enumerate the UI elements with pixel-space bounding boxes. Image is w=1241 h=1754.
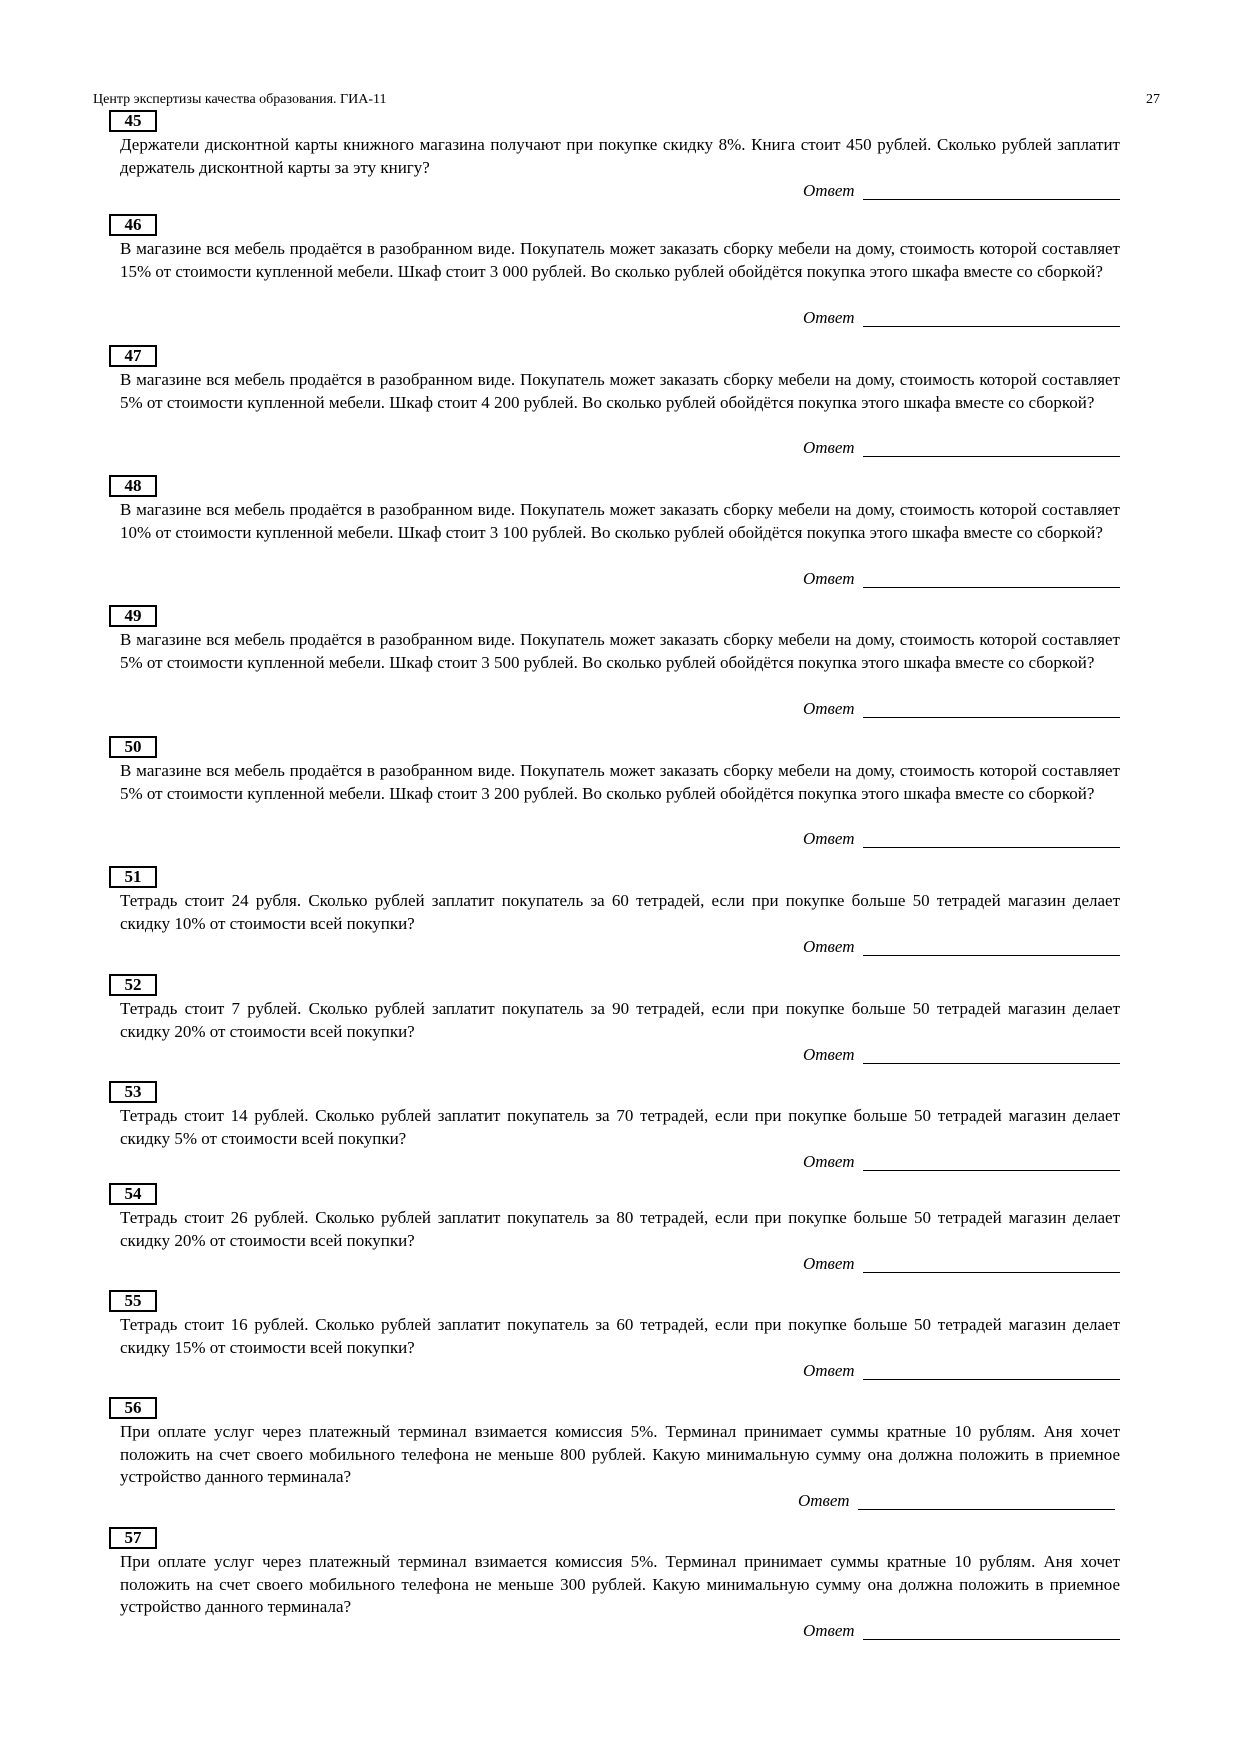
answer-label: Ответ [803, 1621, 855, 1640]
answer-field[interactable] [803, 180, 1120, 202]
task-text: В магазине вся мебель продаётся в разобранном виде. Покупатель может заказать сборку мебели на дому, стоимость которой составляет 15% от стоимости купленной мебели. Шкаф стоит 3 000 рублей. Во сколько рублей обойдётся покупка этого шкафа вместе со сборкой? [120, 239, 1120, 281]
answer-label: Ответ [803, 308, 855, 327]
answer-line [863, 326, 1120, 327]
task-number: 57 [109, 1527, 157, 1549]
answer-line [863, 199, 1120, 200]
answer-label: Ответ [803, 1254, 855, 1273]
task-number: 46 [109, 214, 157, 236]
task-text: Тетрадь стоит 7 рублей. Сколько рублей заплатит покупатель за 90 тетрадей, если при покупке больше 50 тетрадей магазин делает скидку 20% от стоимости всей покупки? [120, 999, 1120, 1041]
task-text: При оплате услуг через платежный терминал взимается комиссия 5%. Терминал принимает суммы кратные 10 рублям. Аня хочет положить на счет своего мобильного телефона не меньше 800 рублей. Какую минимальную сумму она должна положить в приемное устройство данного терминала? [120, 1422, 1120, 1486]
task-number: 45 [109, 110, 157, 132]
answer-label: Ответ [803, 1152, 855, 1171]
header-title: Центр экспертизы качества образования. ГИА-11 [93, 92, 387, 107]
task-text: При оплате услуг через платежный терминал взимается комиссия 5%. Терминал принимает суммы кратные 10 рублям. Аня хочет положить на счет своего мобильного телефона не меньше 300 рублей. Какую минимальную сумму она должна положить в приемное устройство данного терминала? [120, 1552, 1120, 1616]
task-number: 55 [109, 1290, 157, 1312]
page-number: 27 [1146, 92, 1160, 107]
answer-label: Ответ [803, 181, 855, 200]
task-text: Тетрадь стоит 14 рублей. Сколько рублей заплатит покупатель за 70 тетрадей, если при покупке больше 50 тетрадей магазин делает скидку 5% от стоимости всей покупки? [120, 1106, 1120, 1148]
answer-line [863, 1170, 1120, 1171]
answer-field[interactable] [803, 828, 1120, 850]
answer-line [858, 1509, 1115, 1510]
task-text: Тетрадь стоит 26 рублей. Сколько рублей заплатит покупатель за 80 тетрадей, если при покупке больше 50 тетрадей магазин делает скидку 20% от стоимости всей покупки? [120, 1208, 1120, 1250]
answer-field[interactable] [803, 1253, 1120, 1275]
answer-field[interactable] [803, 936, 1120, 958]
task-text: Тетрадь стоит 24 рубля. Сколько рублей заплатит покупатель за 60 тетрадей, если при покупке больше 50 тетрадей магазин делает скидку 10% от стоимости всей покупки? [120, 891, 1120, 933]
answer-label: Ответ [798, 1491, 850, 1510]
answer-label: Ответ [803, 699, 855, 718]
answer-label: Ответ [803, 937, 855, 956]
answer-field[interactable] [803, 437, 1120, 459]
answer-line [863, 955, 1120, 956]
answer-field[interactable] [803, 1044, 1120, 1066]
answer-label: Ответ [803, 438, 855, 457]
task-text: Тетрадь стоит 16 рублей. Сколько рублей заплатит покупатель за 60 тетрадей, если при покупке больше 50 тетрадей магазин делает скидку 15% от стоимости всей покупки? [120, 1315, 1120, 1357]
answer-line [863, 1272, 1120, 1273]
task-text: В магазине вся мебель продаётся в разобранном виде. Покупатель может заказать сборку мебели на дому, стоимость которой составляет 5% от стоимости купленной мебели. Шкаф стоит 4 200 рублей. Во сколько рублей обойдётся покупка этого шкафа вместе со сборкой? [120, 370, 1120, 412]
answer-field[interactable] [803, 1151, 1120, 1173]
task-number: 54 [109, 1183, 157, 1205]
answer-field[interactable] [803, 1620, 1120, 1642]
answer-line [863, 1639, 1120, 1640]
task-number: 56 [109, 1397, 157, 1419]
task-number: 48 [109, 475, 157, 497]
answer-line [863, 1063, 1120, 1064]
answer-label: Ответ [803, 569, 855, 588]
task-number: 49 [109, 605, 157, 627]
answer-field[interactable] [803, 1360, 1120, 1382]
answer-line [863, 1379, 1120, 1380]
answer-line [863, 717, 1120, 718]
page-header [93, 90, 1160, 110]
task-number: 50 [109, 736, 157, 758]
task-number: 53 [109, 1081, 157, 1103]
answer-field[interactable] [803, 568, 1120, 590]
task-number: 51 [109, 866, 157, 888]
answer-label: Ответ [803, 829, 855, 848]
task-number: 52 [109, 974, 157, 996]
task-text: В магазине вся мебель продаётся в разобранном виде. Покупатель может заказать сборку мебели на дому, стоимость которой составляет 5% от стоимости купленной мебели. Шкаф стоит 3 500 рублей. Во сколько рублей обойдётся покупка этого шкафа вместе со сборкой? [120, 630, 1120, 672]
answer-label: Ответ [803, 1361, 855, 1380]
task-number: 47 [109, 345, 157, 367]
answer-field[interactable] [803, 698, 1120, 720]
answer-field[interactable] [798, 1490, 1115, 1512]
answer-line [863, 456, 1120, 457]
task-text: В магазине вся мебель продаётся в разобранном виде. Покупатель может заказать сборку мебели на дому, стоимость которой составляет 5% от стоимости купленной мебели. Шкаф стоит 3 200 рублей. Во сколько рублей обойдётся покупка этого шкафа вместе со сборкой? [120, 761, 1120, 803]
task-text: В магазине вся мебель продаётся в разобранном виде. Покупатель может заказать сборку мебели на дому, стоимость которой составляет 10% от стоимости купленной мебели. Шкаф стоит 3 100 рублей. Во сколько рублей обойдётся покупка этого шкафа вместе со сборкой? [120, 500, 1120, 542]
answer-line [863, 587, 1120, 588]
answer-label: Ответ [803, 1045, 855, 1064]
answer-line [863, 847, 1120, 848]
task-text: Держатели дисконтной карты книжного магазина получают при покупке скидку 8%. Книга стоит 450 рублей. Сколько рублей заплатит держатель дисконтной карты за эту книгу? [120, 135, 1120, 177]
answer-field[interactable] [803, 307, 1120, 329]
